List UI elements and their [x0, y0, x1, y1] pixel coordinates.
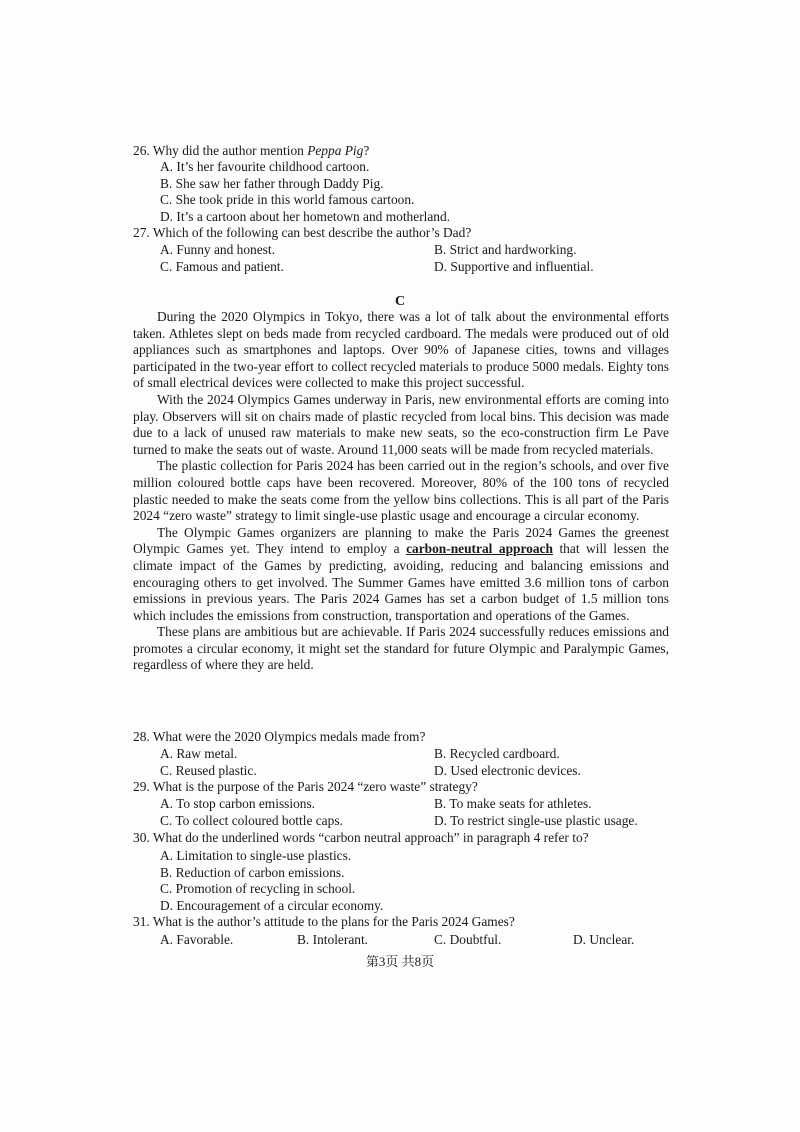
q31-option-d: D. Unclear. [573, 932, 635, 947]
reading-passage [133, 309, 669, 674]
q31-option-b: B. Intolerant. [297, 932, 369, 947]
q30-stem: 30. What do the underlined words “carbon neutral approach” in paragraph 4 refer to? [133, 830, 589, 845]
q26-stem-text: 26. Why did the author mention [133, 143, 308, 158]
q28-stem: 28. What were the 2020 Olympics medals made from? [133, 729, 426, 744]
section-heading: C [394, 294, 406, 309]
q28-option-a: A. Raw metal. [160, 746, 238, 761]
q31-stem: 31. What is the author’s attitude to the plans for the Paris 2024 Games? [133, 914, 515, 929]
q26-option-a: A. It’s her favourite childhood cartoon. [160, 159, 370, 174]
p4-text-start: The Olympic Games organizers are planning to make the Paris 2024 Games the greenest Olympic Games yet. They intend to employ a [133, 524, 669, 557]
q29-option-d: D. To restrict single-use plastic usage. [434, 813, 638, 828]
passage-paragraph-2: With the 2024 Olympics Games underway in Paris, new environmental efforts are coming into play. Observers will sit on chairs made of plastic recycled from local bins. This decision was made due to a lack of unused raw materials to make new seats, so the eco-construction firm Le Pave turned to make the seats out of waste. Around 11,000 seats will be made from recycled materials. [133, 391, 669, 457]
q28-option-b: B. Recycled cardboard. [434, 746, 560, 761]
passage-paragraph-1: During the 2020 Olympics in Tokyo, there was a lot of talk about the environmental efforts taken. Athletes slept on beds made from recycled cardboard. The medals were produced out of old appliances such as smartphones and laptops. Over 90% of Japanese cities, towns and villages participated in the two-year effort to collect recycled materials to produce 5000 medals. Eighty tons of small electrical devices were collected to make this project successful. [133, 309, 669, 391]
q27-option-a: A. Funny and honest. [160, 242, 275, 257]
q31-option-a: A. Favorable. [160, 932, 234, 947]
p4-text-end: that will lessen the climate impact of the Games by predicting, avoiding, reducing and balancing emissions and encouraging others to get involved. The Summer Games have emitted 3.6 million tons of carbon emissions in previous years. The Paris 2024 Games has set a carbon budget of 1.5 million tons which includes the emissions from construction, transportation and operations of the Games. [133, 541, 669, 623]
q26-option-b: B. She saw her father through Daddy Pig. [160, 176, 384, 191]
q29-stem: 29. What is the purpose of the Paris 2024 “zero waste” strategy? [133, 779, 478, 794]
q26-option-d: D. It’s a cartoon about her hometown and motherland. [160, 209, 451, 224]
passage-paragraph-5: These plans are ambitious but are achievable. If Paris 2024 successfully reduces emissions and promotes a circular economy, it might set the standard for future Olympic and Paralympic Games, regardless of where they are held. [133, 624, 669, 673]
underlined-phrase: carbon-neutral approach [406, 541, 553, 557]
q27-stem: 27. Which of the following can best describe the author’s Dad? [133, 225, 472, 240]
q26-stem-end: ? [363, 143, 370, 158]
passage-paragraph-3: The plastic collection for Paris 2024 has been carried out in the region’s schools, and over five million coloured bottle caps have been recovered. Moreover, 80% of the 100 tons of recycled plastic needed to make the seats come from the yellow bins collections. This is all part of the Paris 2024 “zero waste” strategy to limit single-use plastic usage and encourage a circular economy. [133, 458, 669, 524]
q27-option-b: B. Strict and hardworking. [434, 242, 577, 257]
q29-option-b: B. To make seats for athletes. [434, 796, 592, 811]
q26-stem-title: Peppa Pig [307, 143, 364, 158]
q27-option-c: C. Famous and patient. [160, 259, 284, 274]
page-number-footer: 第3页 共8页 [365, 954, 435, 969]
q29-option-c: C. To collect coloured bottle caps. [160, 813, 343, 828]
q27-option-d: D. Supportive and influential. [434, 259, 594, 274]
q30-option-c: C. Promotion of recycling in school. [160, 881, 356, 896]
q26-option-c: C. She took pride in this world famous cartoon. [160, 192, 415, 207]
q28-option-d: D. Used electronic devices. [434, 763, 581, 778]
passage-paragraph-4 [133, 525, 669, 625]
q30-option-b: B. Reduction of carbon emissions. [160, 865, 345, 880]
q28-option-c: C. Reused plastic. [160, 763, 257, 778]
q29-option-a: A. To stop carbon emissions. [160, 796, 316, 811]
q31-option-c: C. Doubtful. [434, 932, 502, 947]
q26-stem [133, 142, 369, 159]
q30-option-a: A. Limitation to single-use plastics. [160, 848, 352, 863]
q30-option-d: D. Encouragement of a circular economy. [160, 898, 384, 913]
